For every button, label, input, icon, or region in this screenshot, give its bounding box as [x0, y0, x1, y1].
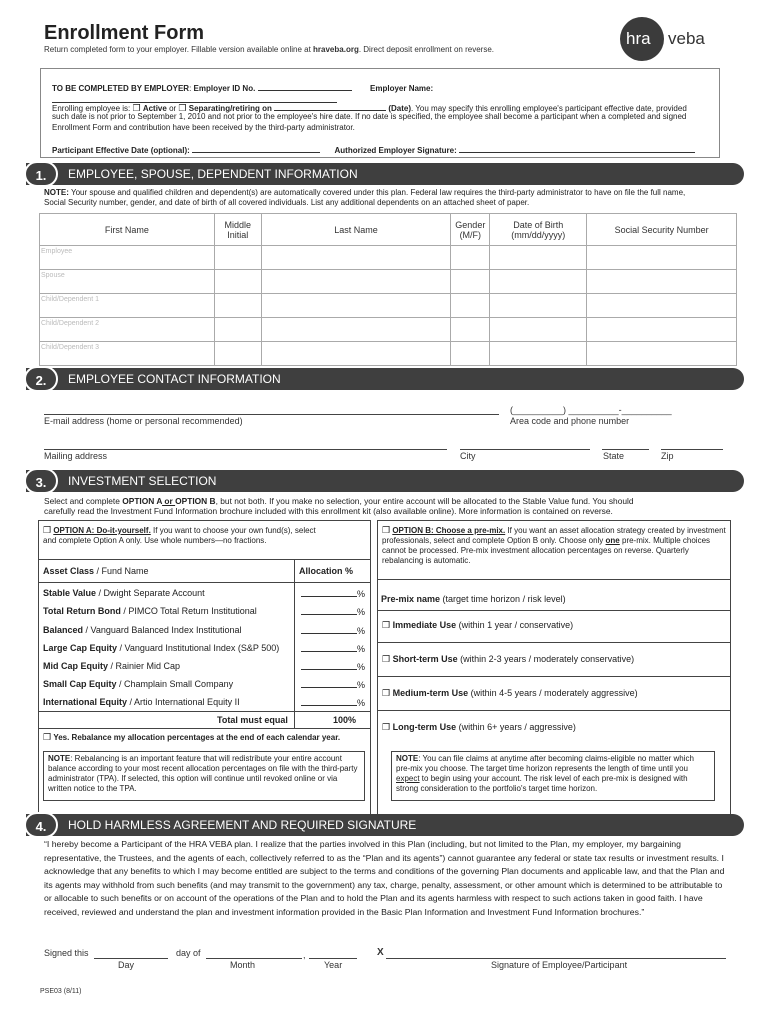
section-1-note: NOTE: Your spouse and qualified children and dependent(s) are automatically covered under this plan. Federal law requires the third-party administrator to have on file the full name, Social Security number, gender, and date of birth of all covered individuals. List any additional dependents on an attached sheet of paper.: [44, 188, 686, 207]
active-checkbox[interactable]: ❒: [132, 103, 141, 113]
table-cell[interactable]: [214, 342, 261, 366]
state-input[interactable]: [602, 449, 649, 450]
allocation-input-small-cap[interactable]: %: [301, 678, 365, 690]
zip-input[interactable]: [661, 449, 723, 450]
row-child3-first-name[interactable]: Child/Dependent 3: [40, 342, 215, 366]
section-1-title: EMPLOYEE, SPOUSE, DEPENDENT INFORMATION: [68, 167, 358, 181]
table-cell[interactable]: [214, 270, 261, 294]
section-4-title: HOLD HARMLESS AGREEMENT AND REQUIRED SIGNATURE: [68, 818, 417, 832]
month-label: Month: [230, 960, 256, 970]
option-a-table-header: Asset Class / Fund Name Allocation %: [39, 559, 370, 583]
table-cell[interactable]: [587, 318, 737, 342]
signed-month-input[interactable]: [206, 958, 302, 959]
premix-immediate-checkbox[interactable]: ❒: [382, 620, 391, 630]
table-cell[interactable]: [490, 294, 587, 318]
employer-line-1: TO BE COMPLETED BY EMPLOYER: Employer ID No. Employer Name:: [52, 81, 719, 105]
allocation-input-international[interactable]: %: [301, 696, 365, 708]
hold-harmless-agreement: “I hereby become a Participant of the HRA VEBA plan. I realize that the parties involved in this Plan (including, but not limited to the Plan, my employer, my bargaining representative, the Trustees, and the agents of each, collectively referred to as the “Plan and its agents”) cannot guarantee any federal or state tax results or investment results. I acknowledge that any benefits to which I may become entitled are subject to the terms and conditions of the governing Plan documents and applicable law, and that the Plan and its agents may withhold from such benefits (and may transmit to the government) any tax, charge, penalty, assessment, or other amount which is determined to be attributable to or allocable to such benefits or on account of the operations of the Plan and to hold the Plan and its agents harmless with respect to such actions taken in good faith. I have received, reviewed and understand the plan and investment information provided in the Basic Plan Information and Investment Fund Information brochures.”: [44, 839, 725, 917]
option-a-checkbox[interactable]: ❒: [43, 525, 52, 535]
premix-header: Pre-mix name (target time horizon / risk level): [378, 579, 730, 611]
rebalance-option: ❒ Yes. Rebalance my allocation percentages at the end of each calendar year.: [43, 732, 341, 742]
logo-hra-text: hra: [626, 29, 651, 48]
table-cell[interactable]: [214, 318, 261, 342]
total-row: [39, 711, 370, 729]
employer-line-3: such date is not prior to September 1, 2010 and not prior to the employee's hire date. If no date is specified, the employee shall become a participant when a completed and signed: [52, 112, 687, 121]
premix-divider: [378, 710, 730, 711]
premix-short-term: ❒ Short-term Use (within 2-3 years / moderately conservative): [382, 654, 635, 664]
phone-input[interactable]: (__________) __________-__________: [510, 405, 672, 415]
col-middle-initial: Middle Initial: [214, 214, 261, 246]
signed-day-input[interactable]: [94, 958, 168, 959]
section-3-title: INVESTMENT SELECTION: [68, 474, 217, 488]
allocation-input-stable-value[interactable]: %: [301, 587, 365, 599]
table-cell[interactable]: [451, 270, 490, 294]
page-title: Enrollment Form: [44, 22, 205, 44]
table-row: [40, 318, 737, 342]
section-2-title: EMPLOYEE CONTACT INFORMATION: [68, 372, 281, 386]
table-cell[interactable]: [490, 342, 587, 366]
col-last-name: Last Name: [261, 214, 451, 246]
option-b-checkbox[interactable]: ❒: [382, 525, 391, 535]
fund-row-total-return-bond: Total Return Bond / PIMCO Total Return Institutional: [43, 606, 257, 616]
table-cell[interactable]: [451, 294, 490, 318]
section-4-number: 4.: [24, 812, 58, 838]
total-label: Total must equal: [217, 715, 288, 725]
col-gender: Gender (M/F): [451, 214, 490, 246]
table-cell[interactable]: [261, 270, 451, 294]
fund-row-stable-value: Stable Value / Dwight Separate Account: [43, 588, 205, 598]
fund-row-small-cap: Small Cap Equity / Champlain Small Company: [43, 679, 234, 689]
section-4-header: [26, 814, 744, 836]
separation-date-field[interactable]: [274, 101, 386, 111]
table-row: [40, 270, 737, 294]
table-cell[interactable]: [451, 342, 490, 366]
separating-checkbox[interactable]: ❒: [178, 103, 187, 113]
table-row: [40, 246, 737, 270]
year-label: Year: [324, 960, 343, 970]
table-cell[interactable]: [587, 246, 737, 270]
section-2-number: 2.: [24, 366, 58, 392]
email-label: E-mail address (home or personal recommended): [44, 416, 243, 426]
premix-short-term-checkbox[interactable]: ❒: [382, 654, 391, 664]
city-label: City: [460, 451, 476, 461]
hraveba-logo: [620, 17, 730, 61]
row-employee-first-name[interactable]: Employee: [40, 246, 215, 270]
form-code: PSE03 (8/11): [40, 988, 82, 995]
table-cell[interactable]: [261, 318, 451, 342]
employer-line-5: Participant Effective Date (optional): Authorized Employer Signature:: [52, 143, 695, 155]
investment-intro: Select and complete OPTION A or OPTION B, but not both. If you make no selection, your entire account will be allocated to the Stable Value fund. You should carefully read the Investment Fund Information brochure included with this enrollment kit (also available online). More information is contained on reverse.: [44, 496, 634, 516]
signed-this-label: Signed this: [44, 948, 89, 958]
row-child2-first-name[interactable]: Child/Dependent 2: [40, 318, 215, 342]
employer-box: [40, 68, 720, 158]
option-a-box: [38, 520, 371, 815]
premix-divider: [378, 642, 730, 643]
premix-divider: [378, 676, 730, 677]
signature-label: Signature of Employee/Participant: [491, 960, 628, 970]
table-cell[interactable]: [587, 270, 737, 294]
day-of-label: day of: [176, 948, 201, 958]
website-link[interactable]: hraveba.org: [313, 45, 359, 54]
employer-signature-field[interactable]: [459, 143, 695, 153]
row-child1-first-name[interactable]: Child/Dependent 1: [40, 294, 215, 318]
table-row: [40, 342, 737, 366]
allocation-column-divider: [294, 581, 295, 711]
table-cell[interactable]: [490, 270, 587, 294]
fund-row-large-cap: Large Cap Equity / Vanguard Institutional Index (S&P 500): [43, 643, 280, 653]
option-a-description: ❒ OPTION A: Do-it-yourself. If you want to choose your own fund(s), select and complete Option A only. Use whole numbers—no fractions.: [43, 525, 316, 545]
table-cell[interactable]: [490, 318, 587, 342]
premix-medium-term: ❒ Medium-term Use (within 4-5 years / moderately aggressive): [382, 688, 638, 698]
city-input[interactable]: [460, 449, 590, 450]
logo-veba-text: veba: [668, 29, 705, 48]
dependents-table: [39, 213, 737, 366]
zip-label: Zip: [661, 451, 674, 461]
option-a-note: NOTE: Rebalancing is an important feature that will redistribute your entire account balance according to your most recent allocation percentages on file with the third-party administrator (TPA). If selected, this option will continue until revoked online or via written notice to the TPA.: [43, 751, 365, 801]
effective-date-field[interactable]: [192, 143, 320, 153]
premix-immediate: ❒ Immediate Use (within 1 year / conservative): [382, 620, 574, 630]
allocation-input-total-return-bond[interactable]: %: [301, 605, 365, 617]
employer-line-4: Enrollment Form and contribution have been received by the third-party administrator.: [52, 123, 355, 132]
fund-row-mid-cap: Mid Cap Equity / Rainier Mid Cap: [43, 661, 181, 671]
rebalance-checkbox[interactable]: ❒: [43, 732, 52, 742]
total-value: 100%: [333, 715, 357, 725]
table-cell[interactable]: [587, 342, 737, 366]
employer-line-2: Enrolling employee is: ❒ Active or ❒ Separating/retiring on (Date). You may specify this enrolling employee's participant effective date, provided: [52, 103, 687, 113]
premix-long-term: ❒ Long-term Use (within 6+ years / aggressive): [382, 722, 576, 732]
dependents-header-row: [40, 214, 737, 246]
email-input[interactable]: [44, 414, 499, 415]
allocation-input-mid-cap[interactable]: %: [301, 660, 365, 672]
section-3-header: [26, 470, 744, 492]
col-first-name: First Name: [40, 214, 215, 246]
section-1-number: 1.: [24, 161, 58, 187]
day-label: Day: [118, 960, 135, 970]
employer-id-field[interactable]: [258, 81, 352, 91]
signed-year-input[interactable]: [309, 958, 357, 959]
option-b-note: NOTE: You can file claims at anytime after becoming claims-eligible no matter which pre-mix you choose. The target time horizon represents the length of time until you expect to begin using your account. The risk level of each pre-mix is designed with strong consideration to the portfolio's target time horizon.: [391, 751, 715, 801]
allocation-input-balanced[interactable]: %: [301, 624, 365, 636]
allocation-input-large-cap[interactable]: %: [301, 642, 365, 654]
col-ssn: Social Security Number: [587, 214, 737, 246]
premix-medium-term-checkbox[interactable]: ❒: [382, 688, 391, 698]
row-spouse-first-name[interactable]: Spouse: [40, 270, 215, 294]
section-2-header: [26, 368, 744, 390]
table-cell[interactable]: [451, 246, 490, 270]
table-cell[interactable]: [451, 318, 490, 342]
table-row: [40, 294, 737, 318]
mailing-address-input[interactable]: [44, 449, 447, 450]
col-date-of-birth: Date of Birth (mm/dd/yyyy): [490, 214, 587, 246]
page-subtitle: Return completed form to your employer. Fillable version available online at hraveba.org. Direct deposit enrollment on reverse.: [44, 45, 494, 54]
table-cell[interactable]: [214, 294, 261, 318]
fund-row-international: International Equity / Artio International Equity II: [43, 697, 240, 707]
table-cell[interactable]: [261, 294, 451, 318]
table-cell[interactable]: [261, 246, 451, 270]
state-label: State: [603, 451, 625, 461]
premix-long-term-checkbox[interactable]: ❒: [382, 722, 391, 732]
section-3-number: 3.: [24, 468, 58, 494]
option-b-box: [377, 520, 731, 815]
table-cell[interactable]: [261, 342, 451, 366]
table-cell[interactable]: [214, 246, 261, 270]
phone-label: Area code and phone number: [510, 416, 630, 426]
option-b-description: ❒ OPTION B: Choose a pre-mix. If you want an asset allocation strategy created by investment professionals, select and complete Option B only. Choose only one pre-mix. Multiple choices cannot be processed. Pre-mix investment allocation percentages on reverse. Quarterly rebalancing is automatic.: [382, 525, 726, 565]
fund-row-balanced: Balanced / Vanguard Balanced Index Institutional: [43, 625, 242, 635]
signature-x-mark: X: [377, 947, 384, 958]
table-cell[interactable]: [490, 246, 587, 270]
section-1-header: [26, 163, 744, 185]
employee-signature-input[interactable]: [386, 958, 726, 959]
table-cell[interactable]: [587, 294, 737, 318]
mailing-address-label: Mailing address: [44, 451, 108, 461]
